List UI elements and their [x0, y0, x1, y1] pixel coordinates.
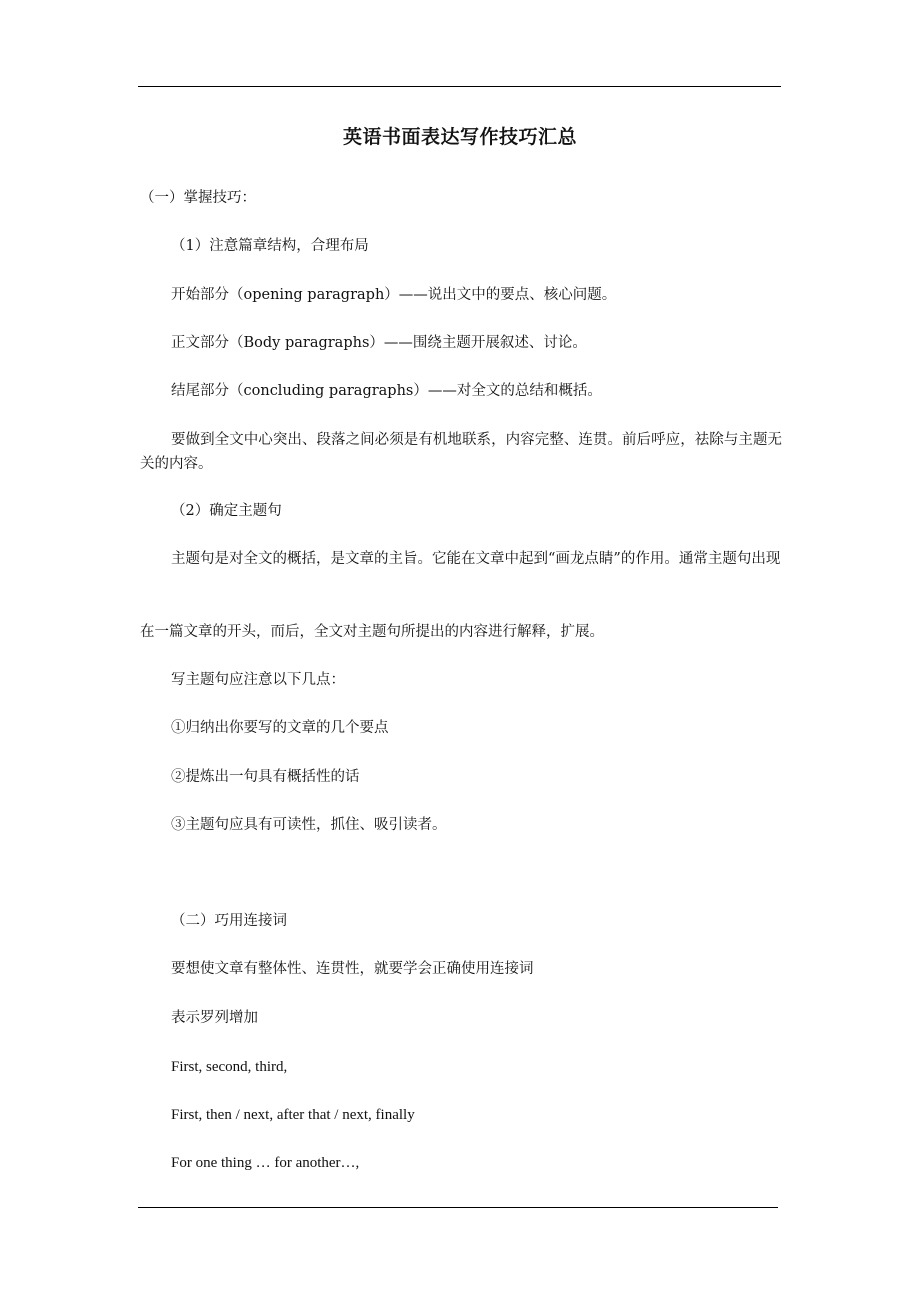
example-line: For one thing … for another…,	[171, 1155, 360, 1171]
section1-heading: （一）掌握技巧：	[140, 190, 256, 206]
item1-heading: （1）注意篇章结构，合理布局	[171, 238, 369, 254]
notes-heading: 写主题句应注意以下几点：	[171, 672, 345, 688]
footer-rule	[138, 1207, 778, 1208]
item2-heading: （2）确定主题句	[171, 503, 282, 519]
topic-sentence-continuation: 在一篇文章的开头，而后，全文对主题句所提出的内容进行解释，扩展。	[140, 624, 604, 640]
enumeration-heading: 表示罗列增加	[171, 1010, 258, 1026]
opening-paragraph-line: 开始部分（opening paragraph）——说出文中的要点、核心问题。	[171, 287, 617, 303]
section2-heading: （二）巧用连接词	[171, 913, 287, 929]
header-rule	[138, 86, 781, 87]
note-item: ②提炼出一句具有概括性的话	[171, 769, 360, 785]
concluding-paragraph-line: 结尾部分（concluding paragraphs）——对全文的总结和概括。	[171, 383, 602, 399]
note-item: ①归纳出你要写的文章的几个要点	[171, 720, 389, 736]
example-line: First, second, third,	[171, 1059, 288, 1075]
document-title: 英语书面表达写作技巧汇总	[342, 126, 577, 148]
topic-sentence-paragraph: 主题句是对全文的概括，是文章的主旨。它能在文章中起到“画龙点睛”的作用。通常主题句出现	[171, 551, 781, 567]
example-line: First, then / next, after that / next, finally	[171, 1107, 415, 1123]
connectors-intro: 要想使文章有整体性、连贯性，就要学会正确使用连接词	[171, 961, 534, 977]
note-item: ③主题句应具有可读性，抓住、吸引读者。	[171, 817, 447, 833]
coherence-paragraph: 要做到全文中心突出、段落之间必须是有机地联系，内容完整、连贯。前后呼应，祛除与主题无关的内容。	[140, 432, 782, 472]
body-paragraph-line: 正文部分（Body paragraphs）——围绕主题开展叙述、讨论。	[171, 335, 587, 351]
